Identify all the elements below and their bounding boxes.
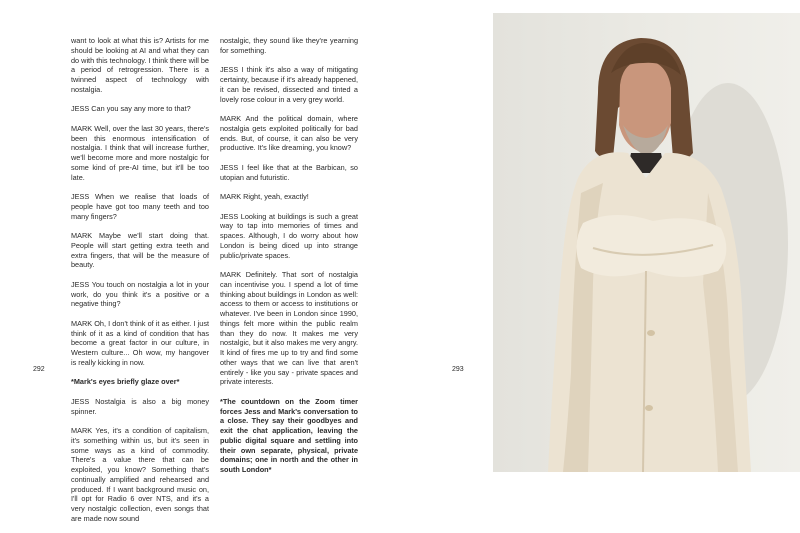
left-paragraph: JESS When we realise that loads of people have got too many teeth and too many fingers?	[71, 192, 209, 221]
right-paragraph: MARK Right, yeah, exactly!	[220, 192, 309, 201]
right-paragraph: JESS Looking at buildings is such a great way to tap into memories of times and spaces. Although, I do worry about how London is being diced up into strange public/private spaces.	[220, 211, 358, 260]
page-number-left: 292	[33, 366, 45, 373]
portrait-photo	[493, 13, 800, 472]
right-paragraph: JESS I feel like that at the Barbican, so utopian and futuristic.	[220, 162, 358, 182]
left-paragraph: JESS Can you say any more to that?	[71, 104, 191, 114]
right-paragraph: JESS I think it's also a way of mitigating certainty, because if it's already happened, it can be revised, dissected and tinted a lovely rose colour in a very grey world.	[220, 65, 358, 104]
right-paragraph: MARK Definitely. That sort of nostalgia can incentivise you. I spend a lot of time thinking about buildings in London as well: access to them or access to institutions or whatever. I've been in London since 1990, things felt more within the public realm than they do now. It makes me very nostalgic, but it also makes me very angry. It kind of fires me up to try and find some other ways that we can live that aren't entirely - like you say - private spaces and private interests.	[220, 270, 358, 387]
left-paragraph: MARK Oh, I don't think of it as either. I just think of it as a kind of condition that has become a great factor in our culture, in Western culture... Oh wow, my hangover is really kicking in now.	[71, 318, 209, 367]
page-number-right: 293	[452, 366, 464, 373]
portrait-illustration	[493, 13, 800, 472]
left-paragraph: JESS Nostalgia is also a big money spinner.	[71, 396, 209, 416]
right-paragraph: MARK And the political domain, where nostalgia gets exploited politically for bad ends. But, of course, it can also be very productive. It's like dreaming, you know?	[220, 114, 358, 153]
left-paragraph: MARK Maybe we'll start doing that. People will start getting extra teeth and extra fingers, that will be the measure of beauty.	[71, 231, 209, 270]
left-paragraph: MARK Yes, it's a condition of capitalism, it's something within us, but it's seen in some ways as a kind of commodity. There's a value there that can be exploited, you know? Something that's continually amplified and rehearsed and produced. If I want background music on, I'll opt for Radio 6 over NTS, and it's a very nostalgic collection, even songs that are made now sound	[71, 426, 209, 523]
right-stage-direction: *The countdown on the Zoom timer forces Jess and Mark's conversation to a close. They say their goodbyes and exit the chat application, leaving the public digital square and settling into their own separate, physical, private domains; one in north and the other in south London*	[220, 396, 358, 474]
right-text-column	[220, 36, 358, 485]
left-text-column	[71, 36, 209, 533]
coat-button	[645, 405, 653, 411]
left-stage-direction: *Mark's eyes briefly glaze over*	[71, 377, 180, 387]
left-paragraph: want to look at what this is? Artists for me should be looking at AI and what they can do with this technology. I think there will be a period of retrogression. There is a twinned aspect of technology with nostalgia.	[71, 36, 209, 94]
coat-button	[647, 330, 655, 336]
left-paragraph: JESS You touch on nostalgia a lot in your work, do you think it's a positive or a negative thing?	[71, 279, 209, 309]
right-paragraph: nostalgic, they sound like they're yearning for something.	[220, 36, 358, 55]
crossed-arms	[576, 215, 726, 277]
left-paragraph: MARK Well, over the last 30 years, there's been this enormous intensification of nostalgia. I think that will increase further, we'll become more and more nostalgic for some kind of pre-AI time, but it'll be too late.	[71, 123, 209, 182]
